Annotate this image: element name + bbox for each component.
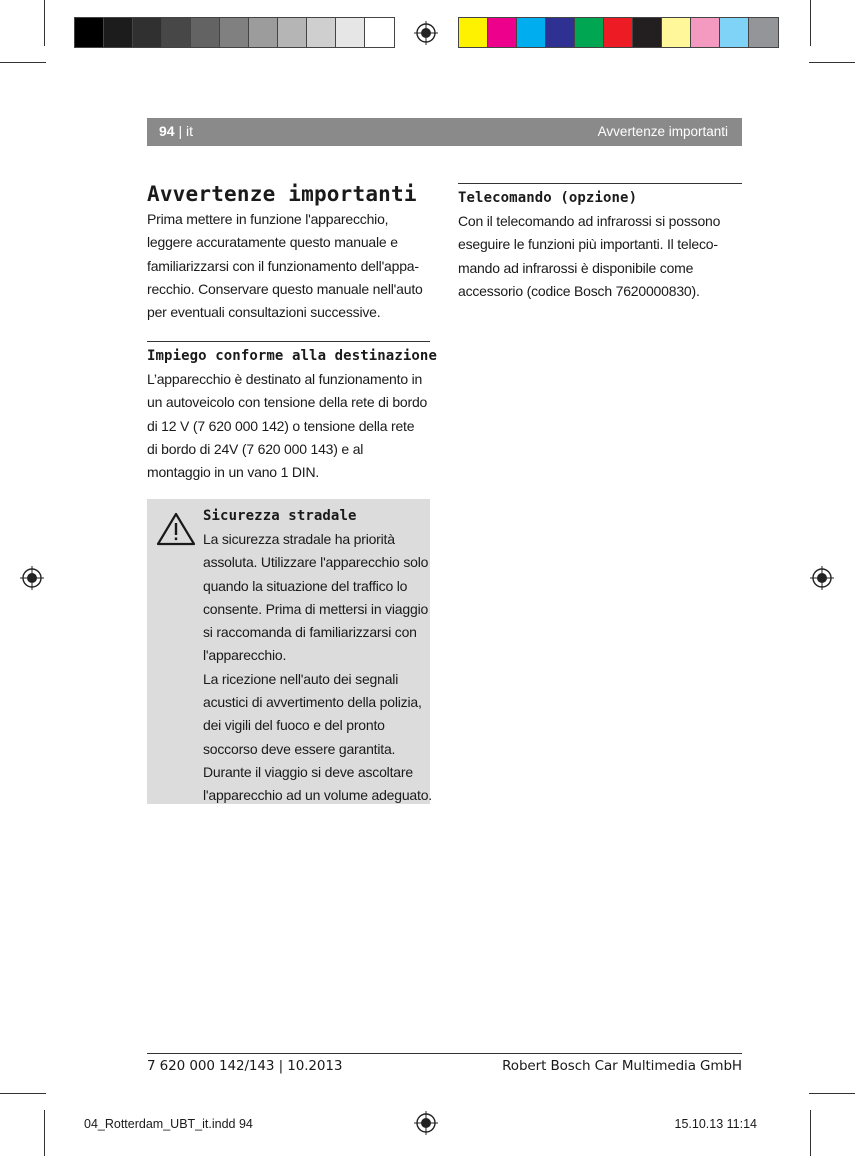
- crop-mark: [0, 1093, 46, 1094]
- text-line: Prima mettere in funzione l'apparecchio,: [147, 211, 389, 227]
- text-line: eseguire le funzioni più importanti. Il teleco-: [458, 236, 718, 253]
- crop-mark: [44, 0, 45, 46]
- process-color-bar: [458, 17, 779, 48]
- text-line: leggere accuratamente questo manuale e: [147, 234, 398, 251]
- text-line: familiarizzarsi con il funzionamento dell'appa-: [147, 257, 419, 274]
- color-swatch: [459, 18, 488, 47]
- color-swatch: [133, 18, 162, 47]
- language-code: | it: [178, 123, 193, 139]
- section-divider: [147, 341, 430, 342]
- crop-mark: [0, 62, 46, 63]
- text-line: l'apparecchio.: [203, 647, 287, 664]
- color-swatch: [104, 18, 133, 47]
- registration-mark-icon: [414, 1111, 438, 1135]
- warning-triangle-icon: [156, 512, 196, 546]
- page-title: Avvertenze importanti: [147, 182, 417, 206]
- text-line: un autoveicolo con tensione della rete di bordo: [147, 394, 428, 411]
- text-line: soccorso deve essere garantita.: [203, 740, 396, 757]
- color-swatch: [278, 18, 307, 47]
- footer-divider: [147, 1053, 742, 1054]
- text-line: mando ad infrarossi è disponibile come: [458, 259, 694, 276]
- crop-mark: [810, 0, 811, 46]
- footer-company: Robert Bosch Car Multimedia GmbH: [502, 1058, 742, 1074]
- text-line: assoluta. Utilizzare l'apparecchio solo: [203, 554, 429, 571]
- header-section-title: Avvertenze importanti: [597, 124, 728, 139]
- color-swatch: [546, 18, 575, 47]
- gray-color-bar: [74, 17, 395, 48]
- color-swatch: [720, 18, 749, 47]
- color-swatch: [749, 18, 778, 47]
- color-swatch: [162, 18, 191, 47]
- warning-box: [147, 499, 430, 804]
- text-line: Durante il viaggio si deve ascoltare: [203, 763, 413, 780]
- color-swatch: [575, 18, 604, 47]
- left-column: [147, 180, 431, 324]
- section-heading: Telecomando (opzione): [458, 190, 638, 206]
- crop-mark: [809, 62, 855, 63]
- color-swatch: [662, 18, 691, 47]
- text-line: consente. Prima di mettersi in viaggio: [203, 600, 429, 617]
- intro-paragraph: [147, 208, 431, 324]
- warning-content: [203, 504, 433, 808]
- text-line: La sicurezza stradale ha priorità: [203, 531, 395, 547]
- text-line: acustici di avvertimento della polizia,: [203, 694, 422, 711]
- remote-control-section: [458, 186, 748, 303]
- warning-title: Sicurezza stradale: [203, 508, 357, 524]
- text-line: di 12 V (7 620 000 142) o tensione della rete: [147, 417, 415, 434]
- footer-document-code: 7 620 000 142/143 | 10.2013: [147, 1058, 343, 1074]
- text-line: L’apparecchio è destinato al funzionamento in: [147, 371, 423, 387]
- color-swatch: [75, 18, 104, 47]
- slug-date: 15.10.13 11:14: [674, 1117, 757, 1131]
- text-line: Con il telecomando ad infrarossi si possono: [458, 213, 721, 229]
- text-line: l'apparecchio ad un volume adeguato.: [203, 787, 432, 804]
- text-line: di bordo di 24V (7 620 000 143) e al: [147, 440, 364, 457]
- intended-use-section: [147, 344, 437, 484]
- text-line: si raccomanda di familiarizzarsi con: [203, 624, 417, 641]
- page-header: [147, 118, 742, 146]
- crop-mark: [810, 1110, 811, 1156]
- color-swatch: [691, 18, 720, 47]
- color-swatch: [307, 18, 336, 47]
- color-swatch: [517, 18, 546, 47]
- text-line: recchio. Conservare questo manuale nell'auto: [147, 280, 423, 297]
- section-divider: [458, 183, 742, 184]
- text-line: La ricezione nell'auto dei segnali: [203, 670, 399, 687]
- color-swatch: [633, 18, 662, 47]
- text-line: accessorio (codice Bosch 7620000830).: [458, 282, 700, 299]
- text-line: quando la situazione del traffico lo: [203, 577, 408, 594]
- color-swatch: [220, 18, 249, 47]
- crop-mark: [809, 1093, 855, 1094]
- text-line: montaggio in un vano 1 DIN.: [147, 464, 320, 481]
- color-swatch: [604, 18, 633, 47]
- registration-mark-icon: [414, 21, 438, 45]
- text-line: per eventuali consultazioni successive.: [147, 304, 381, 321]
- crop-mark: [44, 1110, 45, 1156]
- registration-mark-icon: [20, 566, 44, 590]
- registration-mark-icon: [810, 566, 834, 590]
- color-swatch: [336, 18, 365, 47]
- slug-filename: 04_Rotterdam_UBT_it.indd 94: [84, 1117, 253, 1131]
- color-swatch: [365, 18, 394, 47]
- page-number-label: [159, 123, 193, 139]
- text-line: dei vigili del fuoco e del pronto: [203, 717, 385, 734]
- color-swatch: [191, 18, 220, 47]
- section-heading: Impiego conforme alla destinazione: [147, 348, 437, 364]
- page-number: 94: [159, 123, 175, 139]
- color-swatch: [488, 18, 517, 47]
- color-swatch: [249, 18, 278, 47]
